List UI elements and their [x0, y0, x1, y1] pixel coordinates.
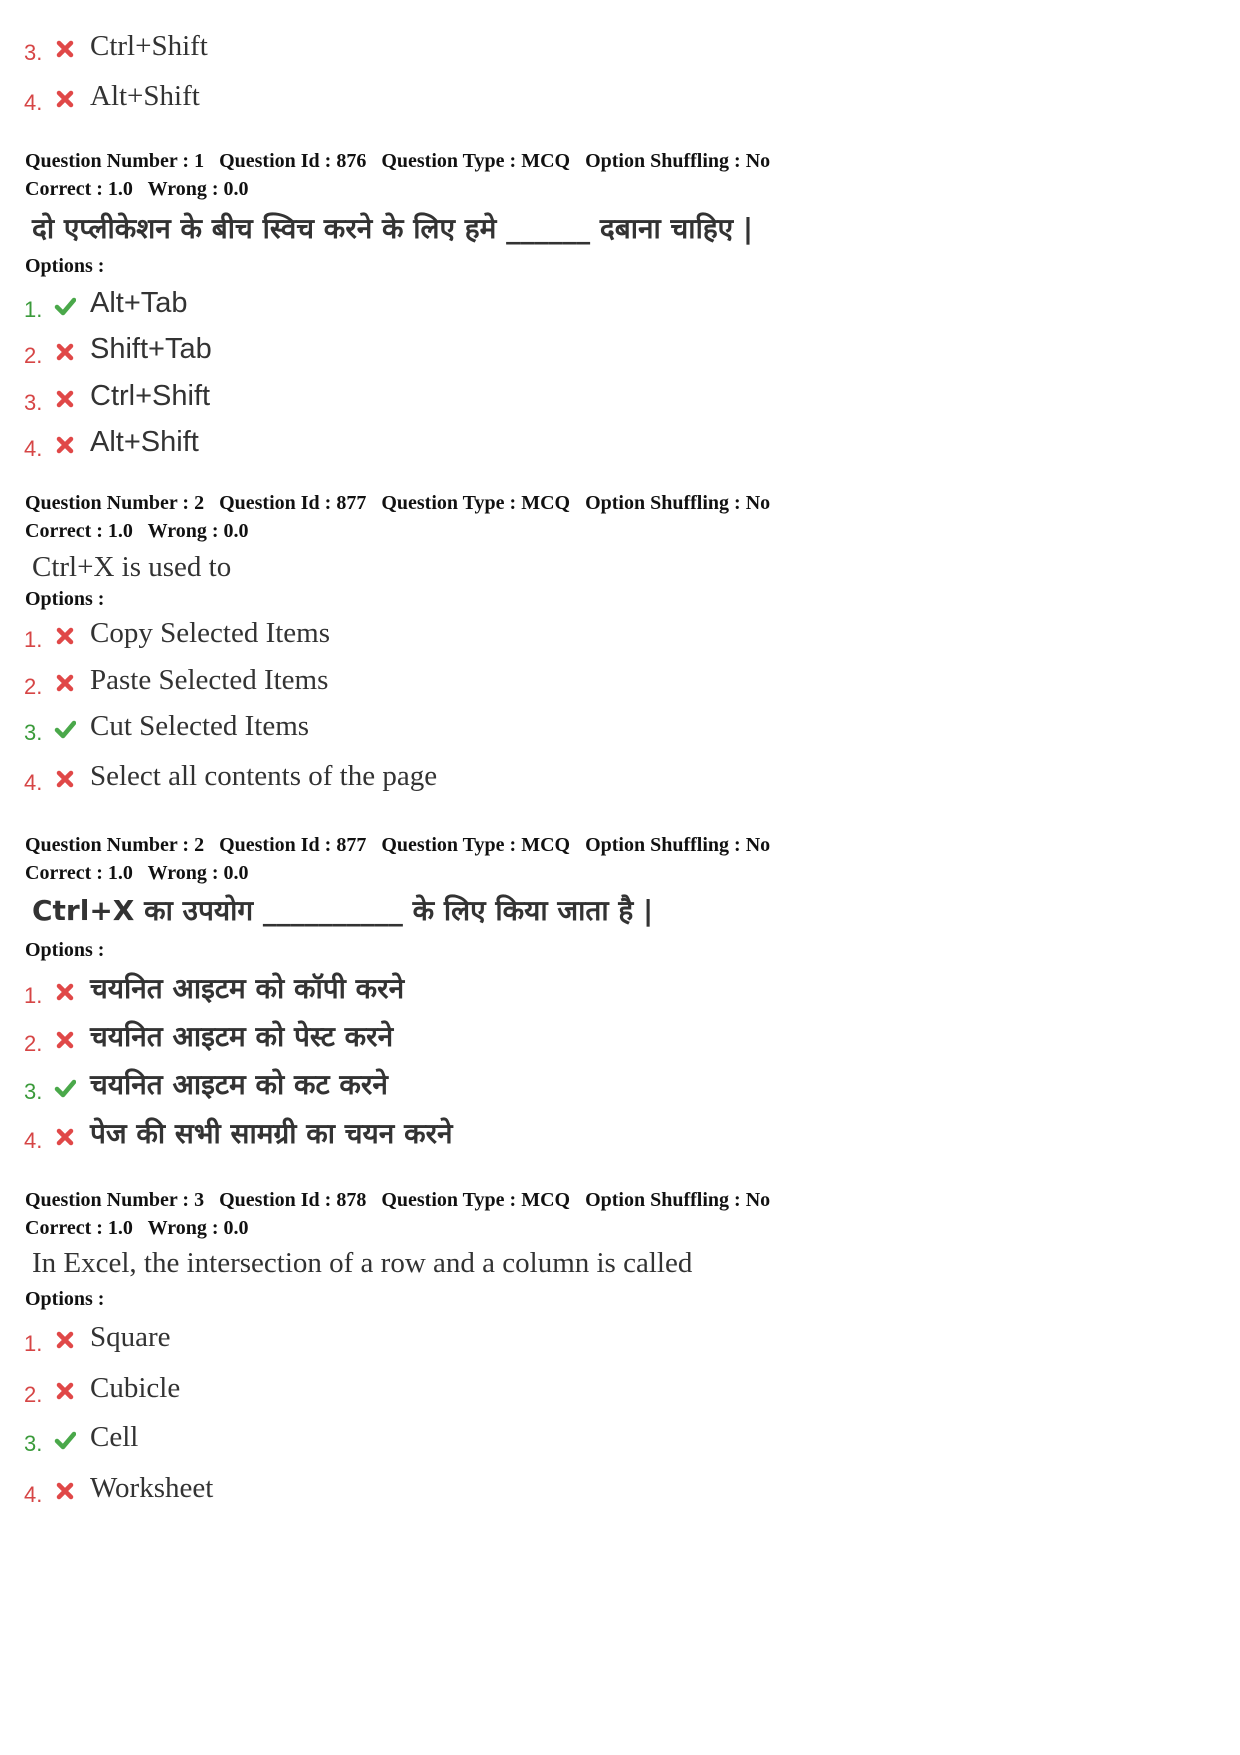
- options-label: Options :: [25, 255, 105, 277]
- option-number: 1.: [24, 983, 43, 1008]
- cross-icon: [54, 1480, 76, 1502]
- option-number: 4.: [24, 770, 43, 795]
- question-text: Ctrl+X is used to: [32, 551, 232, 583]
- cross-icon: [54, 1380, 76, 1402]
- question-type: MCQ: [521, 834, 571, 856]
- question-number: 2: [194, 492, 205, 514]
- option-text: चयनित आइटम को पेस्ट करने: [90, 1020, 394, 1053]
- wrong-marks: 0.0: [223, 178, 249, 200]
- option-row: [24, 1021, 924, 1061]
- option-row: [24, 1118, 924, 1158]
- question-meta-line: Question Number : 1 Question Id : 876 Question Type : MCQ Option Shuffling : No: [25, 150, 771, 172]
- option-number: 4.: [24, 90, 43, 115]
- option-row: [24, 760, 924, 800]
- cross-icon: [54, 434, 76, 456]
- question-id: 876: [336, 150, 367, 172]
- question-meta-line: Question Number : 2 Question Id : 877 Question Type : MCQ Option Shuffling : No: [25, 492, 771, 514]
- cross-icon: [54, 341, 76, 363]
- question-id: 878: [336, 1189, 367, 1211]
- cross-icon: [54, 768, 76, 790]
- question-type: MCQ: [521, 150, 571, 172]
- question-text: Ctrl+X का उपयोग __________ के लिए किया जाता है |: [32, 894, 654, 927]
- correct-marks: 1.0: [107, 862, 133, 884]
- option-row: [24, 287, 924, 327]
- option-number: 4.: [24, 1128, 43, 1153]
- option-row: [24, 30, 924, 70]
- option-text: चयनित आइटम को कॉपी करने: [90, 972, 405, 1005]
- marks-line: Correct : 1.0 Wrong : 0.0: [25, 178, 249, 200]
- option-text: Alt+Tab: [90, 287, 188, 319]
- option-number: 1.: [24, 627, 43, 652]
- wrong-marks: 0.0: [223, 520, 249, 542]
- option-number: 1.: [24, 297, 43, 322]
- question-number: 3: [194, 1189, 205, 1211]
- option-text: Alt+Shift: [90, 80, 200, 112]
- option-row: [24, 426, 924, 466]
- question-number: 1: [194, 150, 205, 172]
- option-row: [24, 1372, 924, 1412]
- cross-icon: [54, 1329, 76, 1351]
- cross-icon: [54, 38, 76, 60]
- wrong-marks: 0.0: [223, 862, 249, 884]
- cross-icon: [54, 88, 76, 110]
- option-row: [24, 710, 924, 750]
- correct-marks: 1.0: [107, 178, 133, 200]
- option-number: 3.: [24, 40, 43, 65]
- checkmark-icon: [54, 1429, 76, 1451]
- question-type: MCQ: [521, 492, 571, 514]
- option-shuffling: No: [745, 492, 771, 514]
- option-text: Copy Selected Items: [90, 617, 331, 649]
- cross-icon: [54, 981, 76, 1003]
- cross-icon: [54, 1126, 76, 1148]
- option-text: Cubicle: [90, 1372, 181, 1404]
- option-shuffling: No: [745, 834, 771, 856]
- option-text: Select all contents of the page: [90, 760, 438, 792]
- correct-marks: 1.0: [107, 520, 133, 542]
- option-text: Paste Selected Items: [90, 664, 329, 696]
- option-row: [24, 1472, 924, 1512]
- option-row: [24, 380, 924, 420]
- checkmark-icon: [54, 718, 76, 740]
- option-number: 2.: [24, 1382, 43, 1407]
- option-row: [24, 333, 924, 373]
- option-text: Worksheet: [90, 1472, 214, 1504]
- checkmark-icon: [54, 1077, 76, 1099]
- cross-icon: [54, 672, 76, 694]
- option-number: 3.: [24, 1431, 43, 1456]
- option-number: 1.: [24, 1331, 43, 1356]
- option-shuffling: No: [745, 1189, 771, 1211]
- option-number: 2.: [24, 674, 43, 699]
- option-number: 3.: [24, 390, 43, 415]
- question-type: MCQ: [521, 1189, 571, 1211]
- option-row: [24, 973, 924, 1013]
- option-text: Square: [90, 1321, 171, 1353]
- question-meta-line: Question Number : 3 Question Id : 878 Question Type : MCQ Option Shuffling : No: [25, 1189, 771, 1211]
- cross-icon: [54, 625, 76, 647]
- options-label: Options :: [25, 1288, 105, 1310]
- option-row: [24, 617, 924, 657]
- question-text: दो एप्लीकेशन के बीच स्विच करने के लिए हमे ______ दबाना चाहिए |: [32, 212, 754, 245]
- option-row: [24, 1421, 924, 1461]
- correct-marks: 1.0: [107, 1217, 133, 1239]
- option-text: Ctrl+Shift: [90, 30, 208, 62]
- marks-line: Correct : 1.0 Wrong : 0.0: [25, 862, 249, 884]
- option-number: 2.: [24, 1031, 43, 1056]
- question-meta-line: Question Number : 2 Question Id : 877 Question Type : MCQ Option Shuffling : No: [25, 834, 771, 856]
- question-number: 2: [194, 834, 205, 856]
- option-text: चयनित आइटम को कट करने: [90, 1068, 388, 1101]
- options-label: Options :: [25, 939, 105, 961]
- options-label: Options :: [25, 588, 105, 610]
- question-id: 877: [336, 492, 367, 514]
- option-text: Cell: [90, 1421, 139, 1453]
- wrong-marks: 0.0: [223, 1217, 249, 1239]
- question-id: 877: [336, 834, 367, 856]
- option-text: Alt+Shift: [90, 426, 199, 458]
- marks-line: Correct : 1.0 Wrong : 0.0: [25, 520, 249, 542]
- option-shuffling: No: [745, 150, 771, 172]
- option-row: [24, 1321, 924, 1361]
- checkmark-icon: [54, 295, 76, 317]
- option-row: [24, 1069, 924, 1109]
- option-row: [24, 664, 924, 704]
- question-text: In Excel, the intersection of a row and a column is called: [32, 1247, 693, 1279]
- option-number: 3.: [24, 1079, 43, 1104]
- option-text: Cut Selected Items: [90, 710, 310, 742]
- option-text: पेज की सभी सामग्री का चयन करने: [90, 1117, 453, 1150]
- option-number: 3.: [24, 720, 43, 745]
- option-number: 4.: [24, 1482, 43, 1507]
- option-row: [24, 80, 924, 120]
- marks-line: Correct : 1.0 Wrong : 0.0: [25, 1217, 249, 1239]
- option-number: 2.: [24, 343, 43, 368]
- option-text: Ctrl+Shift: [90, 380, 211, 412]
- option-text: Shift+Tab: [90, 333, 212, 365]
- cross-icon: [54, 388, 76, 410]
- option-number: 4.: [24, 436, 43, 461]
- cross-icon: [54, 1029, 76, 1051]
